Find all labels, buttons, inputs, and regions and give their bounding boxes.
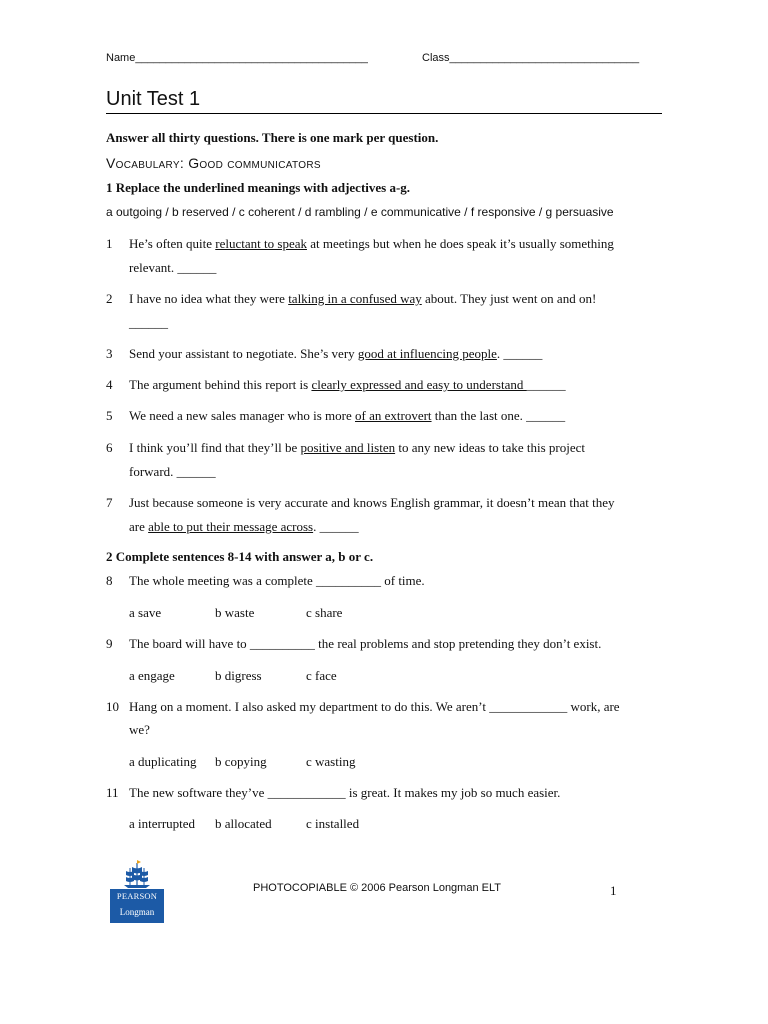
- question-text: He’s often quite reluctant to speak at meetings but when he does speak it’s usually something: [129, 236, 614, 251]
- page-number: 1: [610, 883, 617, 898]
- instructions: Answer all thirty questions. There is one mark per question.: [106, 130, 439, 145]
- name-field-label: Name______________________________________: [106, 52, 368, 64]
- question-number: 6: [106, 440, 113, 455]
- part1-options: a outgoing / b reserved / c coherent / d rambling / e communicative / f responsive / g persuasive: [106, 205, 614, 219]
- option-a: a interrupted: [129, 816, 196, 831]
- question-text: I have no idea what they were talking in a confused way about. They just went on and on!: [129, 291, 597, 306]
- question-number: 9: [106, 636, 113, 651]
- question-text: We need a new sales manager who is more of an extrovert than the last one. ______: [129, 408, 566, 423]
- question-number: 11: [106, 785, 119, 800]
- question-number: 10: [106, 699, 119, 714]
- logo-text-longman: Longman: [119, 907, 155, 917]
- question-text: The whole meeting was a complete __________ of time.: [129, 573, 425, 588]
- question-text: Just because someone is very accurate and knows English grammar, it doesn’t mean that they: [129, 495, 615, 510]
- option-c: c face: [306, 668, 337, 683]
- question-number: 8: [106, 573, 113, 588]
- pearson-longman-logo: [110, 859, 164, 923]
- question-number: 2: [106, 291, 113, 306]
- page-title: Unit Test 1: [106, 88, 201, 110]
- section-heading: Vocabulary: Good communicators: [106, 155, 321, 171]
- option-c: c installed: [306, 816, 360, 831]
- part2-heading: 2 Complete sentences 8-14 with answer a, b or c.: [106, 549, 374, 564]
- title-rule: [106, 113, 662, 114]
- question-text: Send your assistant to negotiate. She’s very good at influencing people. ______: [129, 346, 543, 361]
- question-text: The new software they’ve ____________ is great. It makes my job so much easier.: [129, 785, 561, 800]
- option-b: b waste: [215, 605, 255, 620]
- copyright-notice: PHOTOCOPIABLE © 2006 Pearson Longman ELT: [253, 882, 501, 894]
- ship-icon: [110, 859, 164, 889]
- question-text: I think you’ll find that they’ll be positive and listen to any new ideas to take this project: [129, 440, 585, 455]
- question-number: 3: [106, 346, 113, 361]
- question-text-line2: forward. ______: [129, 464, 216, 479]
- question-text: Hang on a moment. I also asked my department to do this. We aren’t ____________ work, are: [129, 699, 620, 714]
- option-c: c share: [306, 605, 343, 620]
- part1-heading: 1 Replace the underlined meanings with adjectives a-g.: [106, 180, 411, 195]
- logo-text-pearson: PEARSON: [116, 891, 158, 901]
- question-number: 7: [106, 495, 113, 510]
- question-text-line2: ______: [129, 315, 168, 330]
- question-number: 4: [106, 377, 113, 392]
- option-b: b digress: [215, 668, 262, 683]
- question-text: The board will have to __________ the real problems and stop pretending they don’t exist.: [129, 636, 602, 651]
- question-text: The argument behind this report is clearly expressed and easy to understand ______: [129, 377, 566, 392]
- option-b: b allocated: [215, 816, 272, 831]
- question-text-line2: are able to put their message across. ______: [129, 519, 359, 534]
- question-number: 1: [106, 236, 113, 251]
- question-text-line2: relevant. ______: [129, 260, 217, 275]
- option-a: a save: [129, 605, 162, 620]
- option-b: b copying: [215, 754, 267, 769]
- question-number: 5: [106, 408, 113, 423]
- option-a: a duplicating: [129, 754, 197, 769]
- option-c: c wasting: [306, 754, 356, 769]
- question-text-line2: we?: [129, 722, 150, 737]
- class-field-label: Class_______________________________: [422, 52, 640, 64]
- option-a: a engage: [129, 668, 175, 683]
